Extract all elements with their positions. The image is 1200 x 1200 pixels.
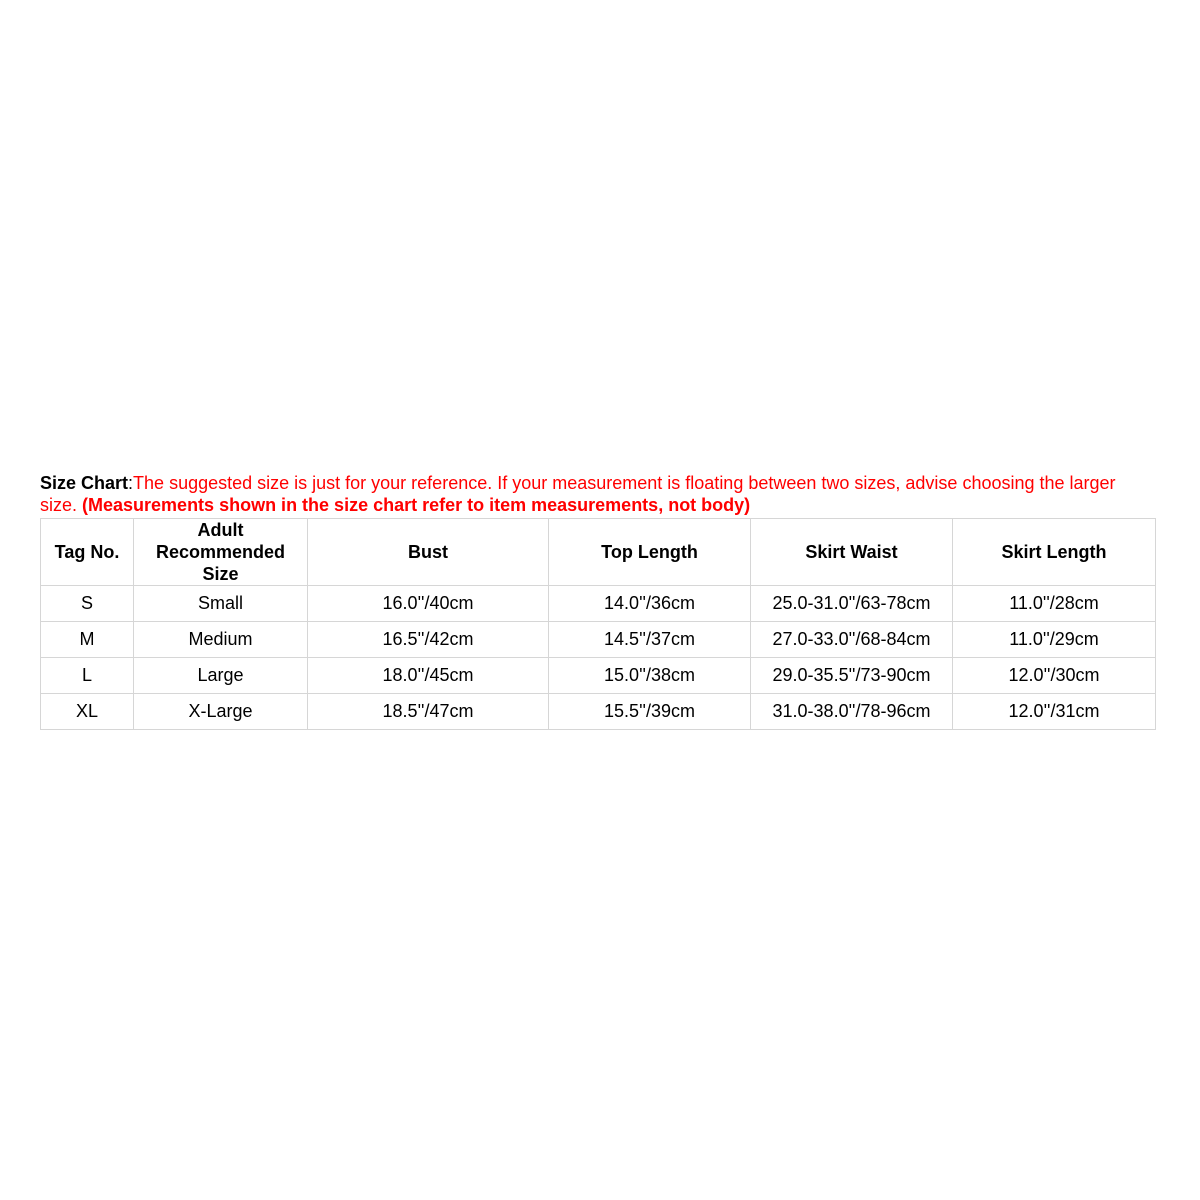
cell-top-length: 15.0''/38cm <box>549 658 751 694</box>
cell-bust: 18.0''/45cm <box>308 658 549 694</box>
cell-skirt-length: 11.0''/29cm <box>953 622 1156 658</box>
cell-skirt-length: 11.0''/28cm <box>953 586 1156 622</box>
cell-top-length: 14.5''/37cm <box>549 622 751 658</box>
header-adult-recommended-size: Adult Recommended Size <box>134 519 308 586</box>
table-row <box>41 586 1156 622</box>
table-row <box>41 622 1156 658</box>
cell-skirt-waist: 25.0-31.0''/63-78cm <box>751 586 953 622</box>
cell-skirt-length: 12.0''/30cm <box>953 658 1156 694</box>
cell-tag: XL <box>41 694 134 730</box>
size-chart-heading: Size Chart <box>40 473 129 493</box>
table-row <box>41 694 1156 730</box>
cell-skirt-waist: 27.0-33.0''/68-84cm <box>751 622 953 658</box>
measurement-note: (Measurements shown in the size chart refer to item measurements, not body) <box>82 495 751 515</box>
cell-skirt-waist: 31.0-38.0''/78-96cm <box>751 694 953 730</box>
header-bust: Bust <box>308 519 549 586</box>
cell-tag: M <box>41 622 134 658</box>
cell-skirt-length: 12.0''/31cm <box>953 694 1156 730</box>
size-chart-note <box>40 472 1156 516</box>
cell-bust: 16.0''/40cm <box>308 586 549 622</box>
cell-skirt-waist: 29.0-35.5''/73-90cm <box>751 658 953 694</box>
cell-bust: 18.5''/47cm <box>308 694 549 730</box>
cell-top-length: 15.5''/39cm <box>549 694 751 730</box>
cell-adult-size: Small <box>134 586 308 622</box>
heading-colon: : <box>128 473 134 493</box>
size-chart-section <box>40 472 1156 730</box>
cell-adult-size: X-Large <box>134 694 308 730</box>
size-table <box>40 518 1156 730</box>
header-skirt-waist: Skirt Waist <box>751 519 953 586</box>
header-top-length: Top Length <box>549 519 751 586</box>
cell-top-length: 14.0''/36cm <box>549 586 751 622</box>
cell-adult-size: Medium <box>134 622 308 658</box>
cell-bust: 16.5''/42cm <box>308 622 549 658</box>
cell-tag: S <box>41 586 134 622</box>
header-skirt-length: Skirt Length <box>953 519 1156 586</box>
header-tag-no: Tag No. <box>41 519 134 586</box>
reference-note: The suggested size is just for your reference. If your measurement is floating between two sizes, advise choosing the larger size. <box>40 473 1116 515</box>
cell-adult-size: Large <box>134 658 308 694</box>
table-header-row <box>41 519 1156 586</box>
cell-tag: L <box>41 658 134 694</box>
table-row <box>41 658 1156 694</box>
